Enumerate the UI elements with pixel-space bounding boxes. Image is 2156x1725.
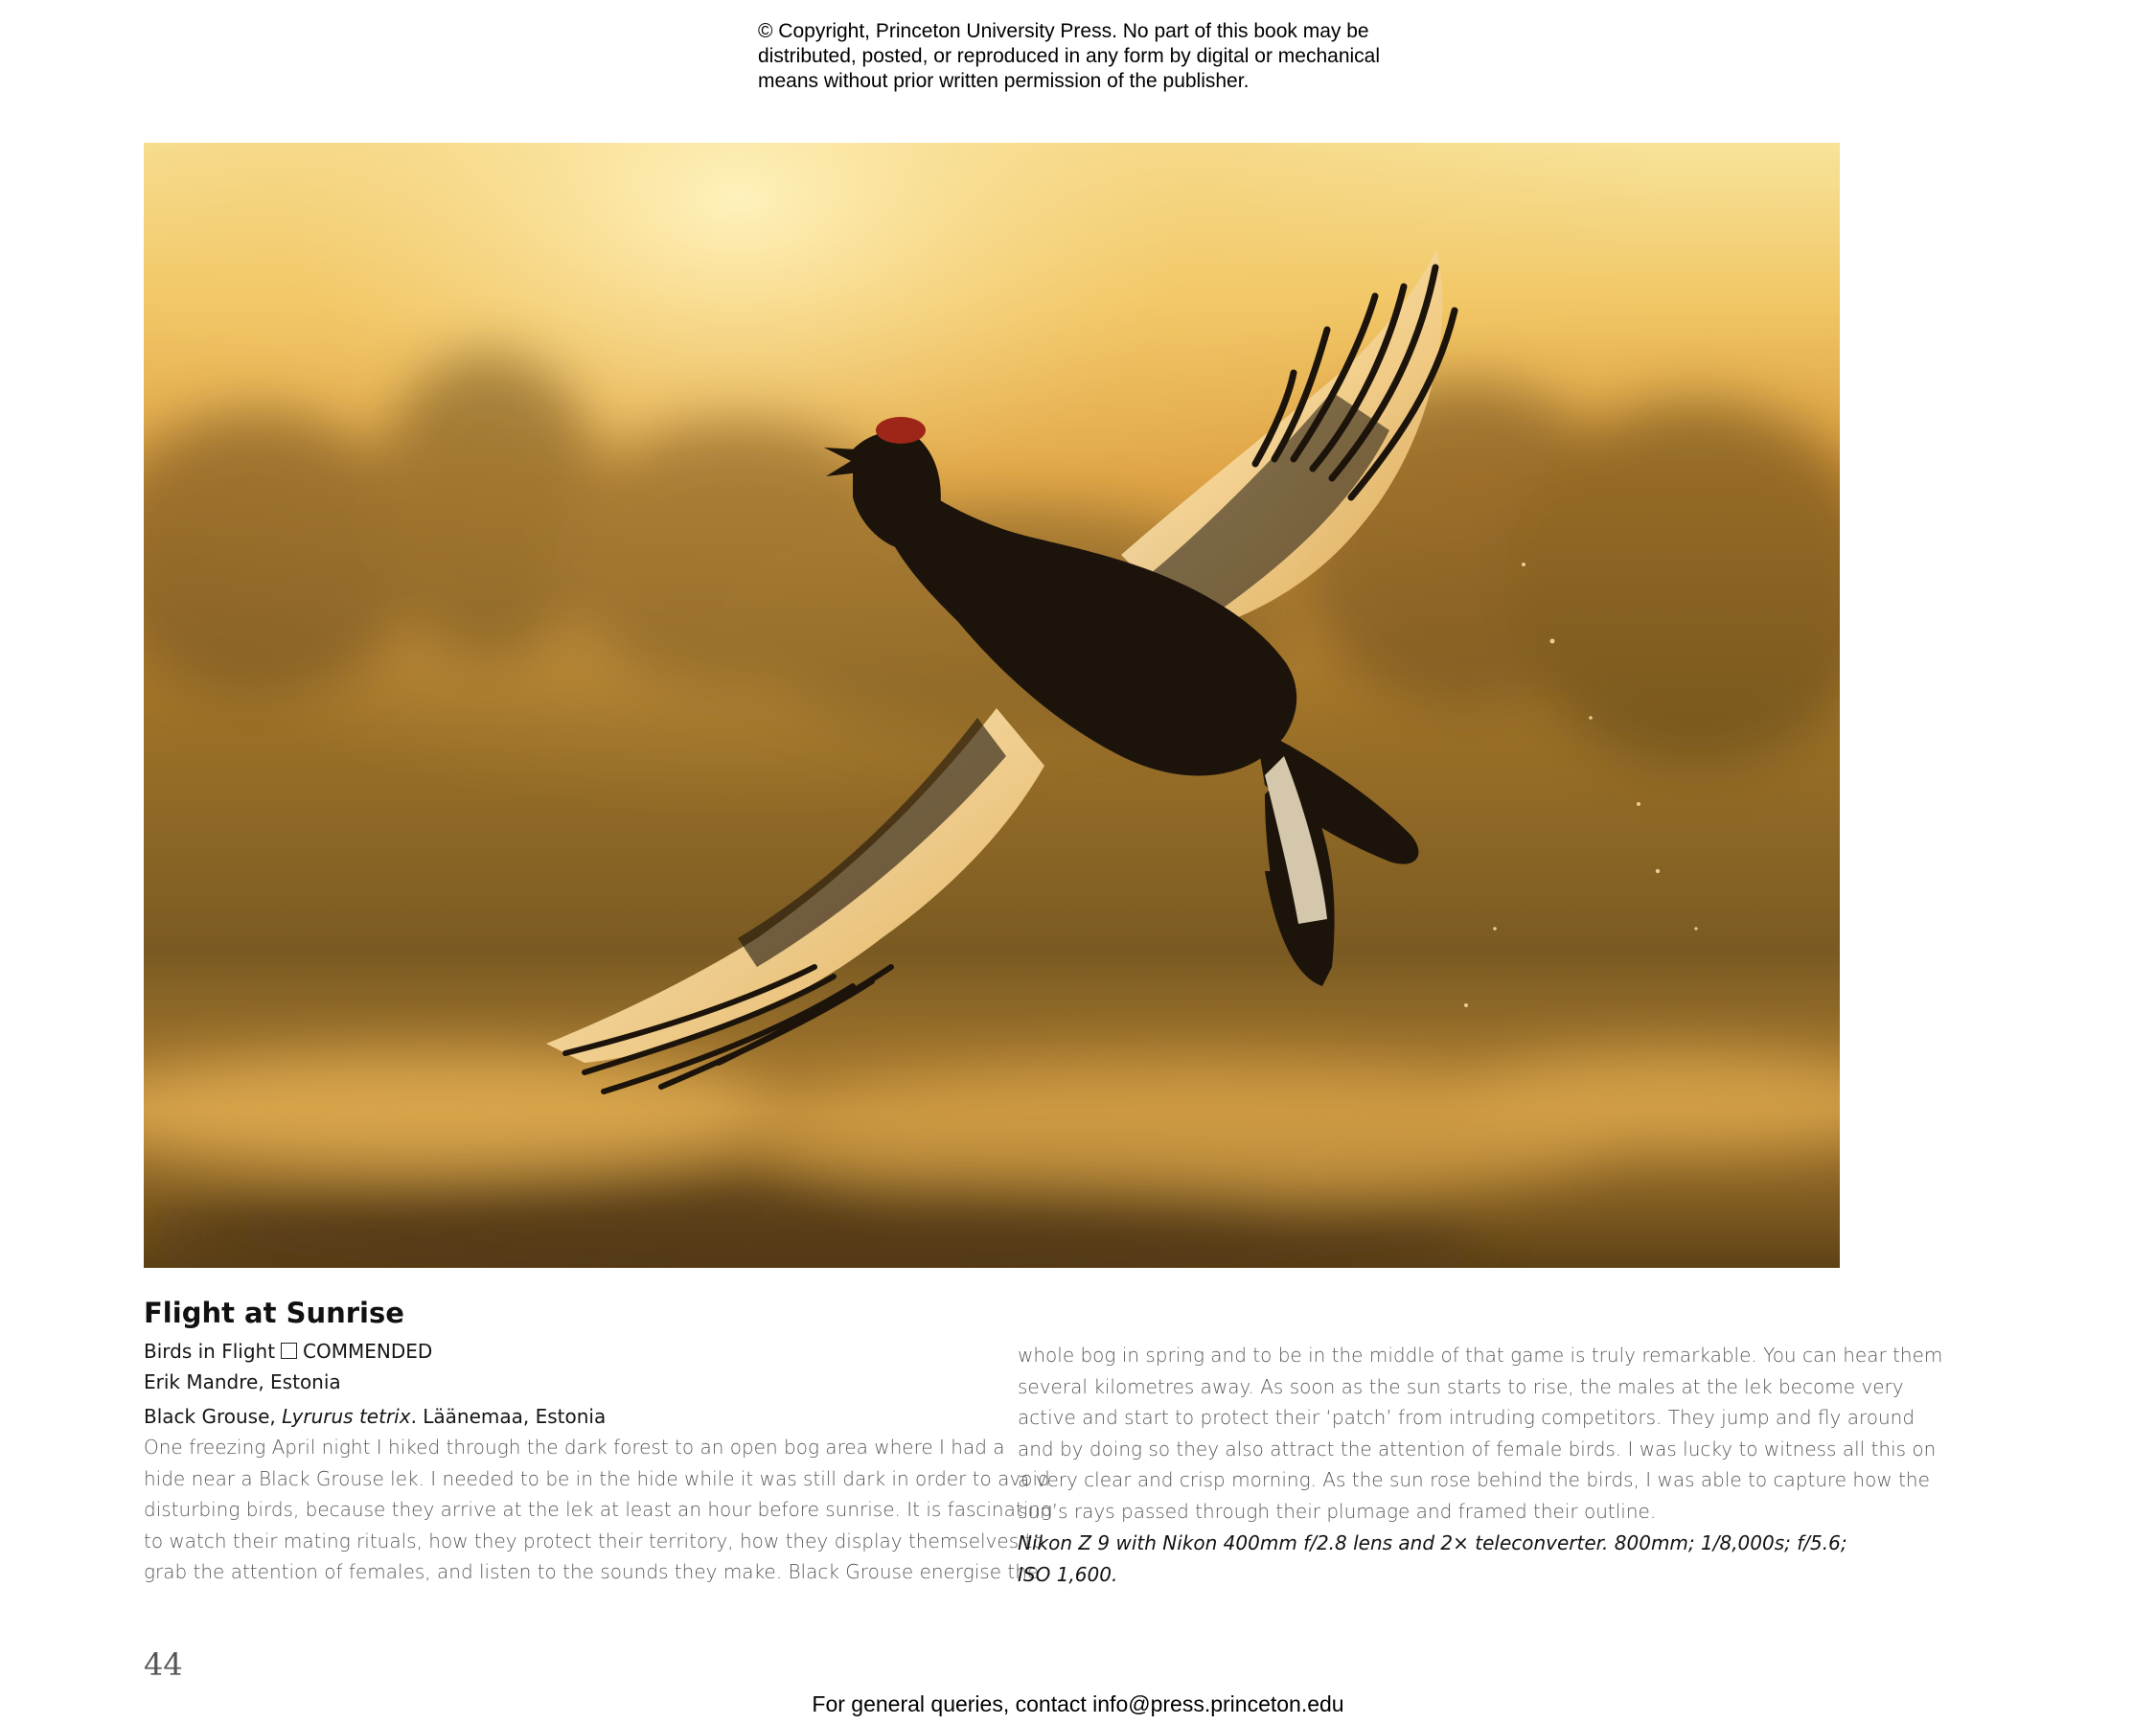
separator-box-icon	[281, 1343, 297, 1359]
black-grouse-photo	[144, 143, 1840, 1268]
body-line: whole bog in spring and to be in the middle of that game is truly remarkable. You can hear them	[1018, 1344, 1943, 1367]
body-text-left	[144, 1432, 1052, 1588]
body-line: to watch their mating rituals, how they protect their territory, how they display themselves to	[144, 1529, 1044, 1552]
species-line	[144, 1401, 949, 1432]
body-line: a very clear and crisp morning. As the sun rose behind the birds, I was able to capture how the	[1018, 1468, 1930, 1491]
category-line	[144, 1336, 949, 1367]
copyright-line: © Copyright, Princeton University Press. No part of this book may be	[758, 20, 1369, 42]
category-name: Birds in Flight	[144, 1340, 276, 1363]
body-line: sun’s rays passed through their plumage and framed their outline.	[1018, 1499, 1657, 1523]
body-line: and by doing so they also attract the attention of female birds. I was lucky to witness all this on	[1018, 1437, 1937, 1460]
page-number: 44	[144, 1646, 183, 1683]
species-common: Black Grouse,	[144, 1405, 276, 1428]
tech-line: ISO 1,600.	[1018, 1562, 1118, 1586]
caption-left-column	[144, 1294, 1052, 1588]
caption-right-column	[1018, 1340, 1943, 1590]
copyright-line: means without prior written permission of the publisher.	[758, 70, 1250, 92]
photo-title: Flight at Sunrise	[144, 1297, 404, 1329]
species-latin: Lyrurus tetrix	[282, 1405, 411, 1428]
body-line: disturbing birds, because they arrive at the lek at least an hour before sunrise. It is fascinating	[144, 1498, 1052, 1521]
technical-details	[1018, 1528, 1847, 1590]
body-line: One freezing April night I hiked through the dark forest to an open bog area where I had a	[144, 1436, 1005, 1459]
species-location: . Läänemaa, Estonia	[410, 1405, 607, 1428]
tech-line: Nikon Z 9 with Nikon 400mm f/2.8 lens and 2× teleconverter. 800mm; 1/8,000s; f/5.6;	[1018, 1531, 1847, 1554]
body-line: hide near a Black Grouse lek. I needed to be in the hide while it was still dark in order to avoid	[144, 1466, 1050, 1490]
copyright-line: distributed, posted, or reproduced in any form by digital or mechanical	[758, 45, 1381, 67]
body-line: grab the attention of females, and listen to the sounds they make. Black Grouse energise the	[144, 1560, 1040, 1583]
body-line: active and start to protect their ‘patch’ from intruding competitors. They jump and fly around	[1018, 1406, 1915, 1429]
copyright-notice	[758, 19, 1486, 94]
footer-contact: For general queries, contact info@press.princeton.edu	[812, 1691, 1344, 1716]
award-label: COMMENDED	[303, 1340, 433, 1363]
body-line: several kilometres away. As soon as the sun starts to rise, the males at the lek become very	[1018, 1374, 1904, 1398]
body-text-right	[1018, 1340, 1943, 1527]
photo-illustration	[144, 143, 1840, 1268]
photographer-line: Erik Mandre, Estonia	[144, 1370, 341, 1393]
